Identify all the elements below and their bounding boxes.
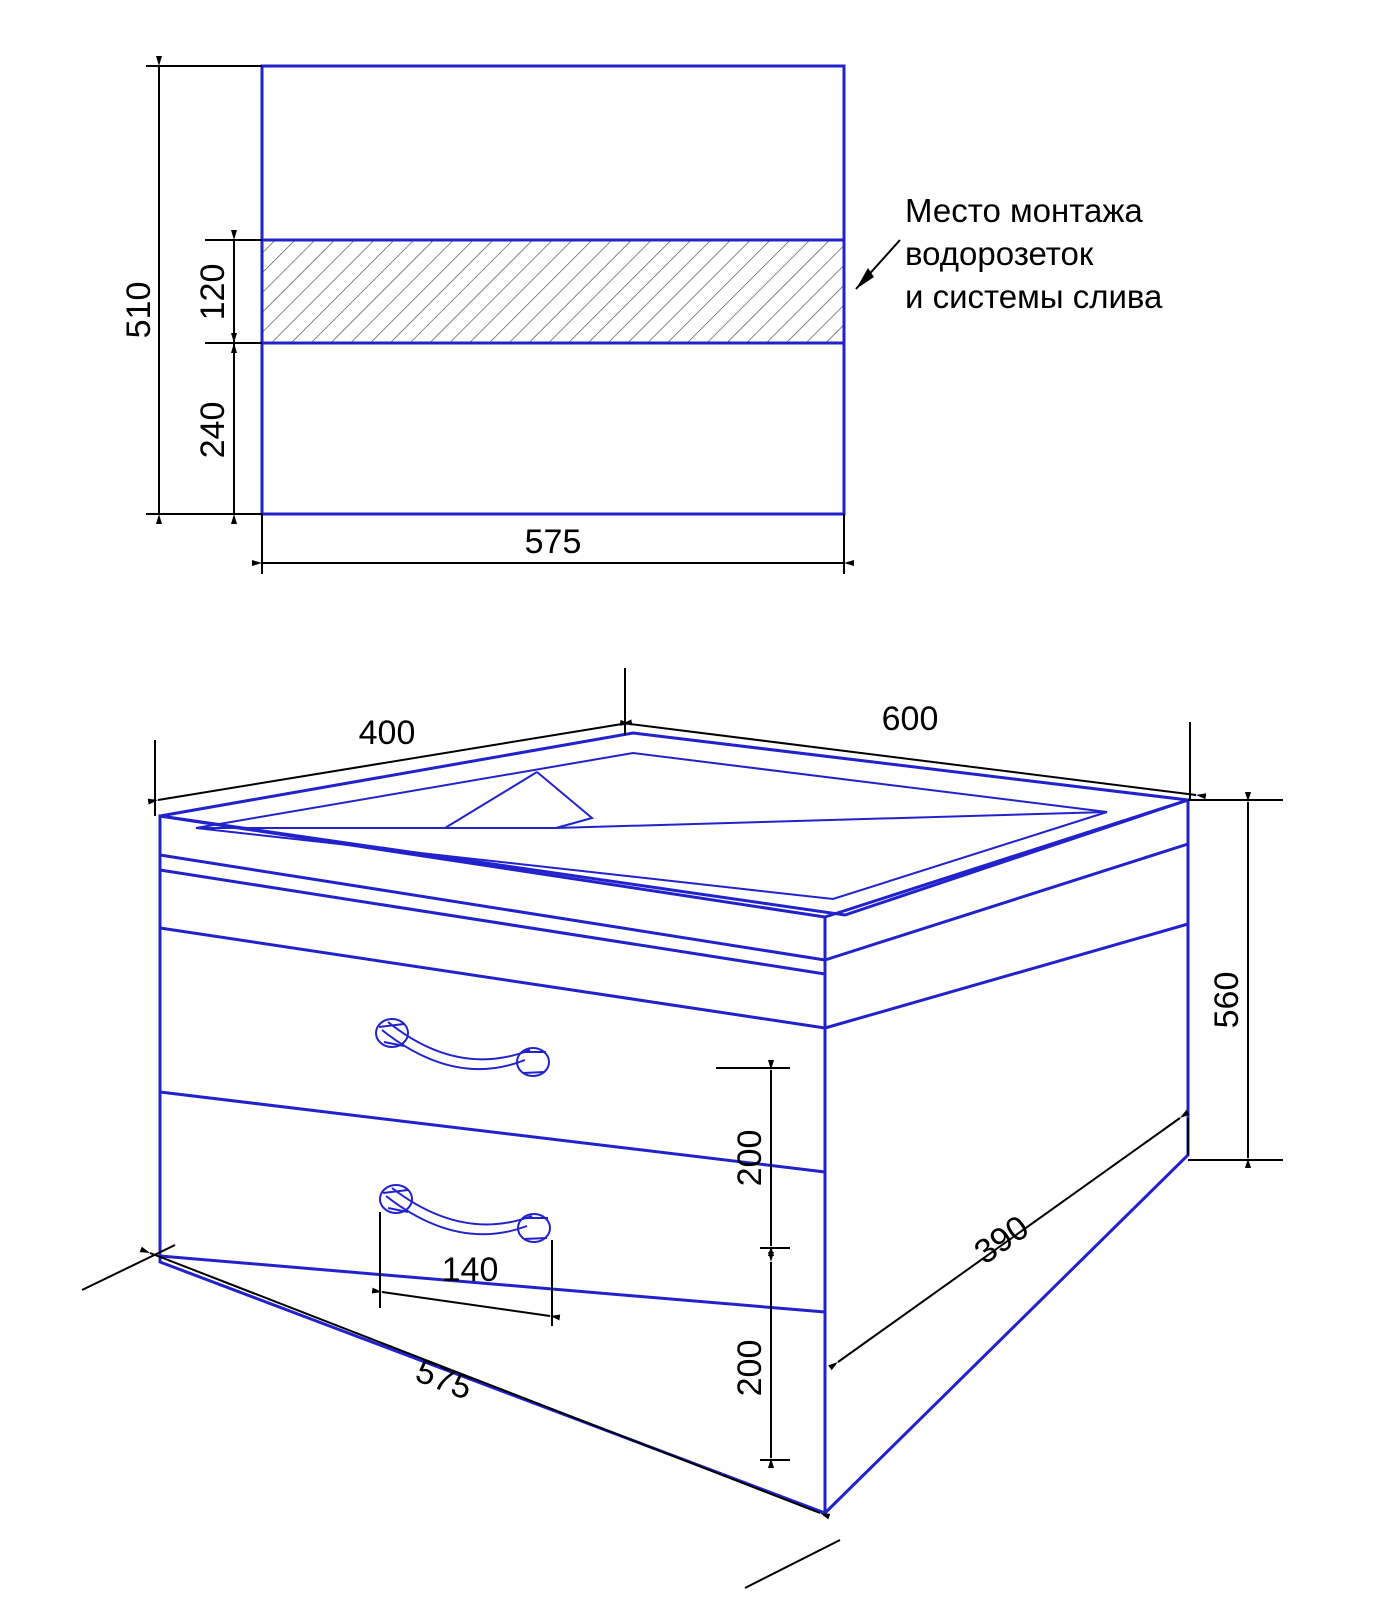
note-line-2: водорозеток xyxy=(905,235,1094,272)
dim-label-575-front: 575 xyxy=(524,523,582,561)
mounting-zone-hatch xyxy=(262,240,844,343)
note-line-3: и системы слива xyxy=(905,278,1163,315)
cabinet-side-face xyxy=(825,800,1188,1513)
drawer-handle-lower[interactable] xyxy=(380,1185,550,1242)
iso-view-group xyxy=(82,668,1283,1588)
countertop-front-edge-2 xyxy=(160,870,825,974)
dim-label-240: 240 xyxy=(194,401,232,459)
dim-label-200-upper: 200 xyxy=(731,1129,769,1187)
dim-line-140 xyxy=(382,1292,550,1316)
dim-label-600: 600 xyxy=(881,700,939,738)
drawer-handle-upper[interactable] xyxy=(376,1019,549,1076)
side-band-2 xyxy=(825,924,1188,1028)
dim-line-575-iso xyxy=(150,1253,820,1513)
front-view-group xyxy=(120,66,1163,574)
basin-back-line xyxy=(556,812,1107,828)
dim-label-560: 560 xyxy=(1208,971,1246,1029)
dim-label-140: 140 xyxy=(441,1251,499,1289)
dim-label-400: 400 xyxy=(358,714,416,752)
basin-diagonal-2 xyxy=(537,772,592,828)
basin-diagonal-1 xyxy=(445,772,537,828)
note-line-1: Место монтажа xyxy=(905,192,1143,229)
dim-label-390: 390 xyxy=(967,1208,1036,1272)
dim-label-575-iso: 575 xyxy=(410,1351,478,1408)
dim-label-510: 510 xyxy=(120,281,158,339)
ext-line-575iso-left xyxy=(82,1245,175,1290)
drawer-divider-2 xyxy=(160,1092,825,1172)
dim-label-120: 120 xyxy=(194,263,232,321)
ext-line-575iso-right xyxy=(745,1540,840,1588)
dim-label-200-lower: 200 xyxy=(731,1339,769,1397)
